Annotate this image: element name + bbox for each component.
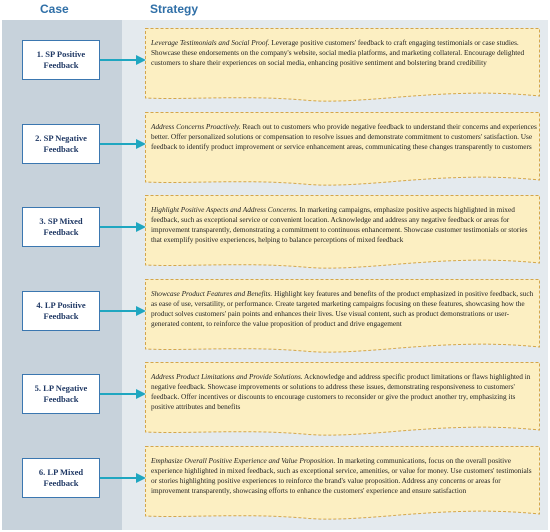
case-box [22,124,100,164]
case-box [22,458,100,498]
strategy-body: In marketing communications, focus on the overall positive experience highlighted in mixed feedback, such as exceptional service, amenities, or value for money. Use customers' testimonials or stories highlighting positive experiences to reinforce the brand's value proposition. Address any concerns or areas for improvement transparently, showcasing efforts to enhance the customers' experience and ensure satisfaction [151,456,532,495]
strategy-text [151,122,537,152]
case-box [22,207,100,247]
strategy-text [151,456,537,496]
case-box [22,40,100,80]
case-label: 1. SP Positive Feedback [36,48,86,70]
strategy-body: Leverage positive customers' feedback to craft engaging testimonials or case studies. Showcase these endorsements on the company's website, social media platforms, and marketing collateral. Encourage delighted customers to share their experiences on social media, enhancing positive sentiment and bolstering brand credibility [151,38,525,67]
connector-arrow [100,139,146,149]
strategy-body: In marketing campaigns, emphasize positive aspects highlighted in mixed feedback, such as exceptional service or convenient location. Acknowledge and address any negative feedback or areas for improvement transparently, demonstrating a commitment to continuous enhancement. Showcase customer testimonials or stories that exemplify positive experiences, helping to balance perceptions of mixed feedback [151,205,528,244]
strategy-lead: Showcase Product Features and Benefits. [151,289,273,298]
strategy-text [151,372,537,412]
strategy-column-header: Strategy [150,2,199,16]
case-label: 2. SP Negative Feedback [35,132,87,154]
case-column-background [2,20,122,530]
strategy-text [151,38,537,68]
connector-arrow [100,473,146,483]
strategy-lead: Emphasize Overall Positive Experience and Value Proposition. [151,456,336,465]
strategy-lead: Highlight Positive Aspects and Address Concerns. [151,205,298,214]
case-box [22,374,100,414]
strategy-body: Highlight key features and benefits of the product emphasized in positive feedback, such as ease of use, versatility, or performance. Create targeted marketing campaigns focusing on these features, showcasing how the product solves customers' pain points and enhances their lives. Use visual content, such as product demonstrations or user-generated content, to reinforce the value proposition of product and drive engagement [151,289,534,328]
case-label: 3. SP Mixed Feedback [39,215,83,237]
strategy-lead: Leverage Testimonials and Social Proof. [151,38,270,47]
strategy-text [151,289,537,329]
strategy-body: Reach out to customers who provide negative feedback to understand their concerns and experiences better. Offer personalized solutions or compensation to resolve issues and demonstrate commitment to customers' satisfaction. Use feedback to identify product improvement or service enhancement areas, communicating these changes transparently to customers [151,122,537,151]
case-label: 5. LP Negative Feedback [34,382,88,404]
strategy-text [151,205,537,245]
case-column-header: Case [40,2,69,16]
connector-arrow [100,306,146,316]
case-label: 4. LP Positive Feedback [36,299,86,321]
strategy-lead: Address Product Limitations and Provide Solutions. [151,372,303,381]
strategy-body: Acknowledge and address specific product limitations or flaws highlighted in negative feedback. Showcase improvements or solutions to address these issues, demonstrating responsiveness to customers' feedback. Offer incentives or discounts to encourage customers to reconsider or give the product another try, emphasizing its positive attributes and benefits [151,372,531,411]
connector-arrow [100,389,146,399]
case-label: 6. LP Mixed Feedback [38,466,84,488]
connector-arrow [100,222,146,232]
case-box [22,291,100,331]
connector-arrow [100,55,146,65]
strategy-lead: Address Concerns Proactively. [151,122,241,131]
